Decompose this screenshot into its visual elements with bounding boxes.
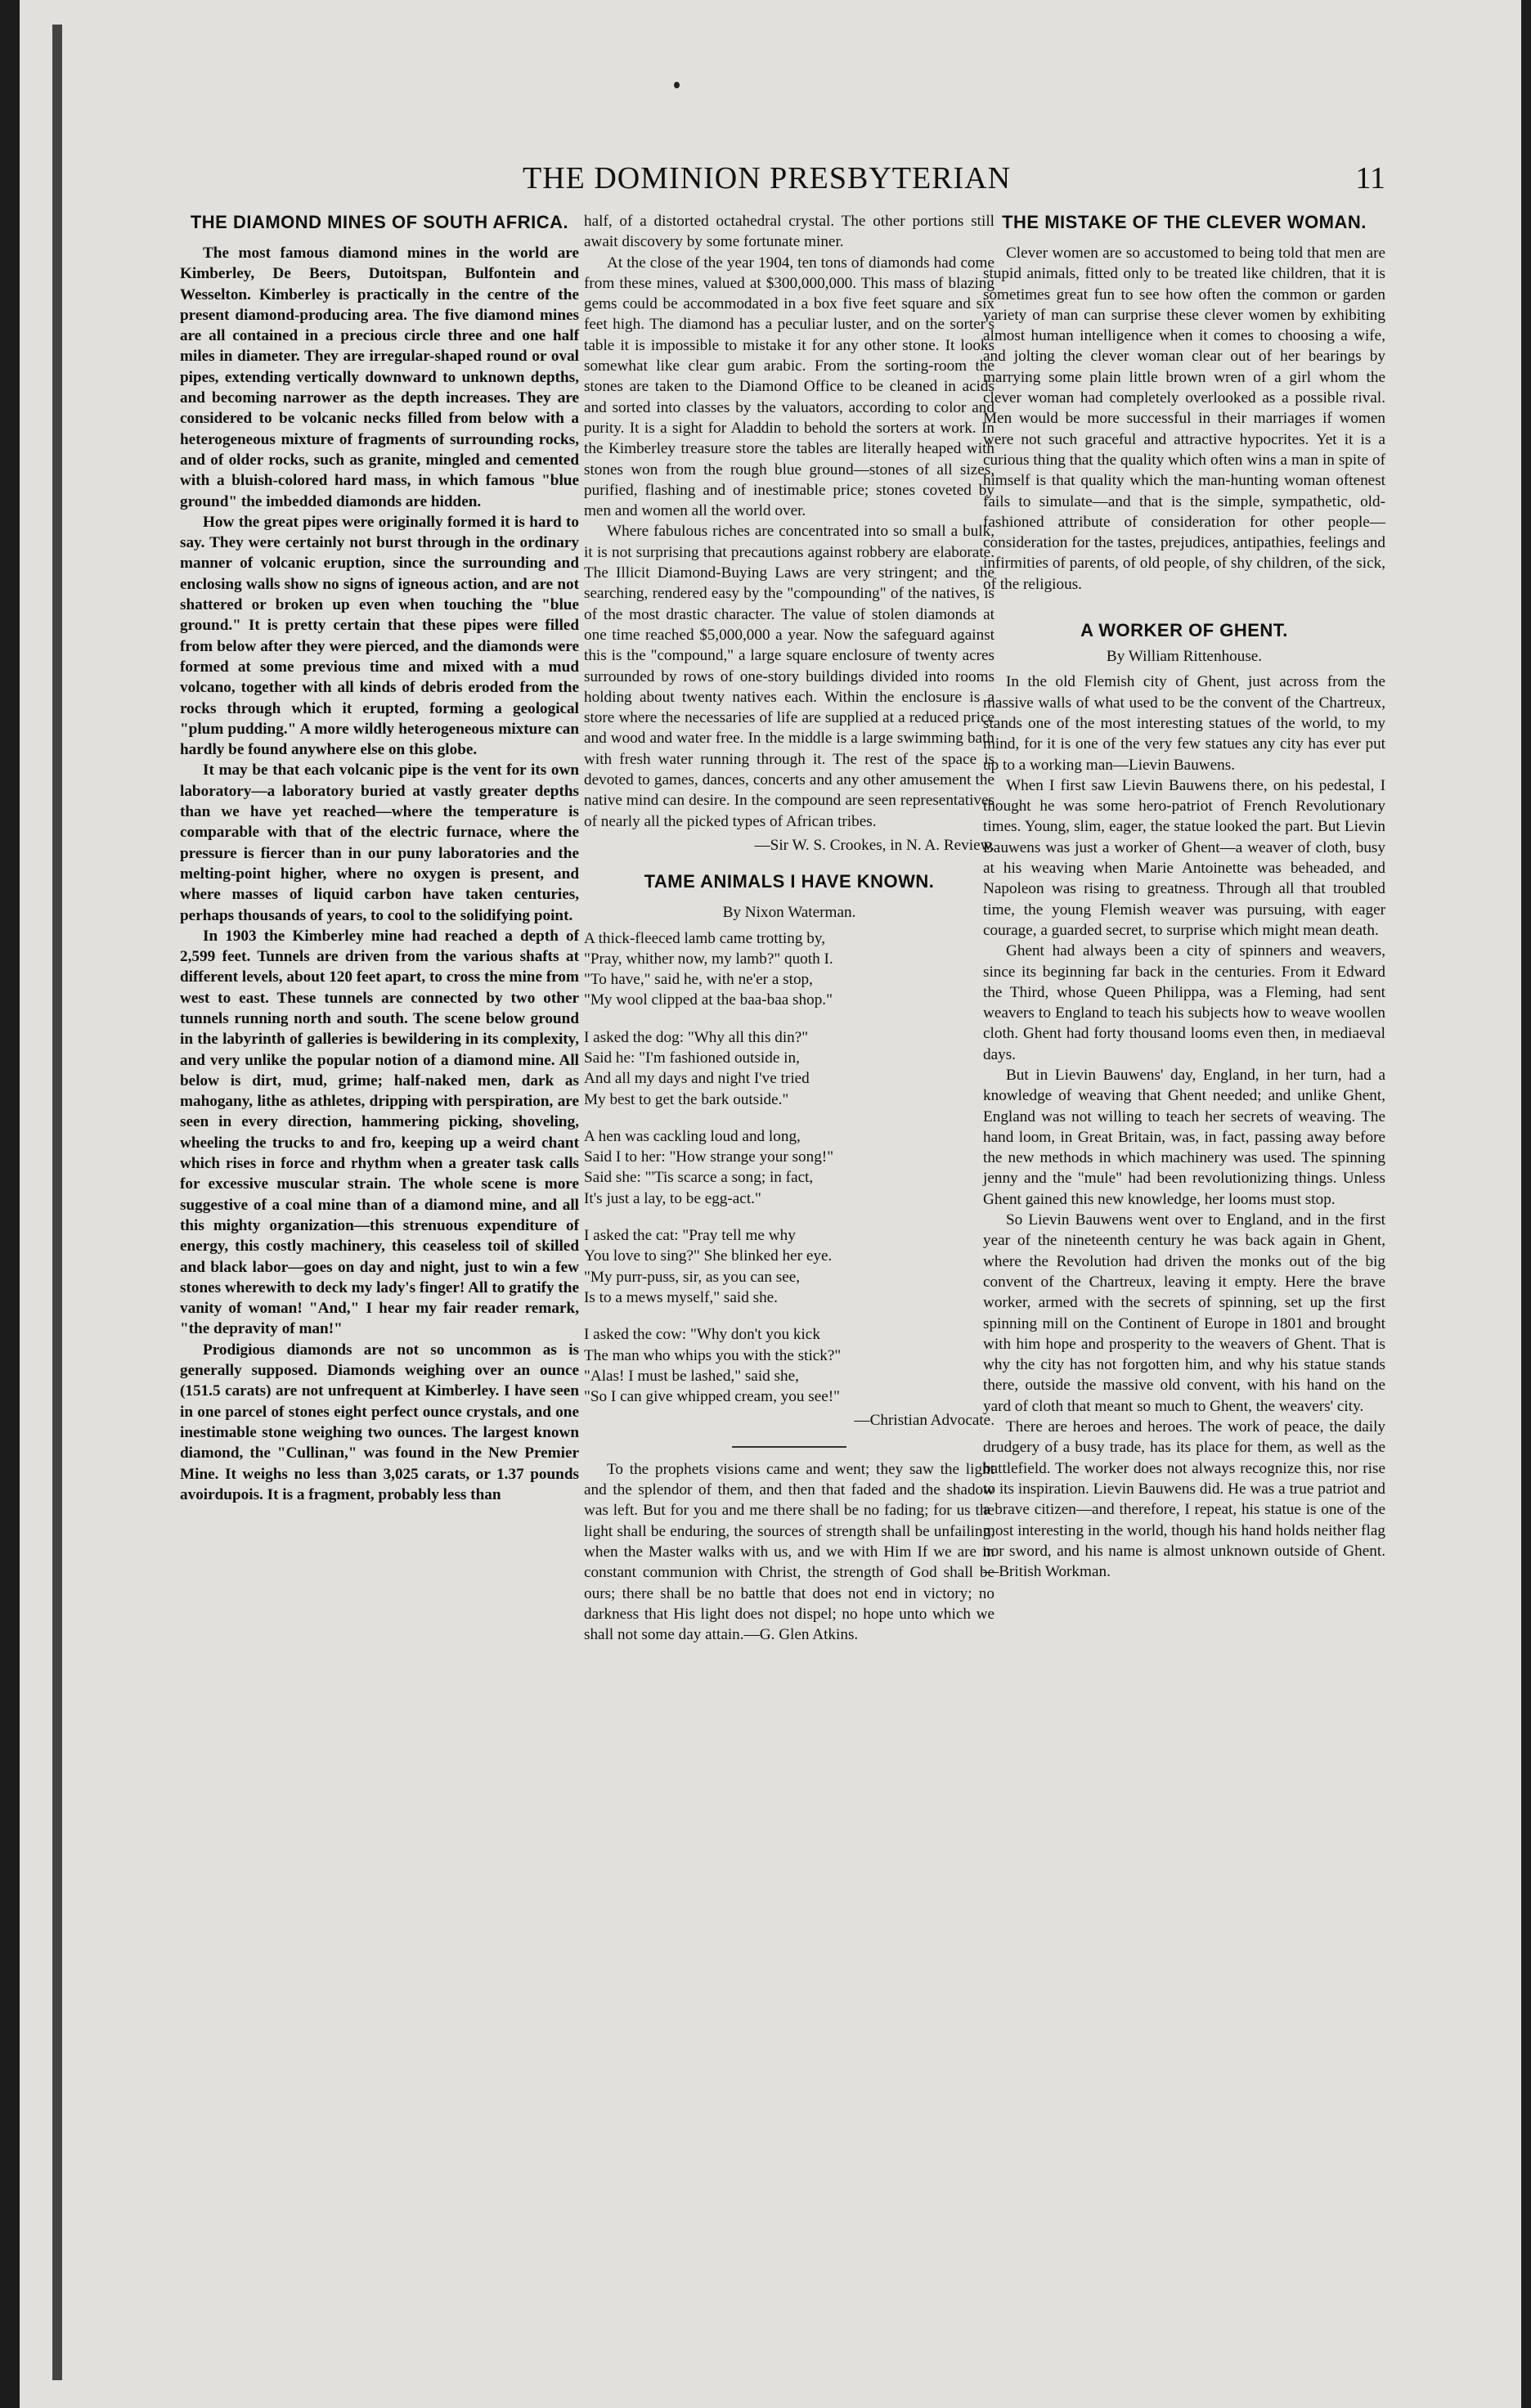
page-number: 11 bbox=[1355, 161, 1385, 195]
article-heading-diamond-mines: THE DIAMOND MINES OF SOUTH AFRICA. bbox=[190, 212, 569, 232]
poem-line: A thick-fleeced lamb came trotting by, bbox=[584, 929, 825, 947]
poem-line: "Alas! I must be lashed," said she, bbox=[584, 1367, 799, 1385]
column-1 bbox=[180, 211, 579, 1505]
poem-heading: TAME ANIMALS I HAVE KNOWN. bbox=[644, 871, 935, 892]
page-binding-edge bbox=[52, 25, 62, 2380]
paragraph: At the close of the year 1904, ten tons of diamonds had come from these mines, valued at $300,000,000. This mass of blazing gems could be accommodated in a box five feet square and six feet high. The diamond has a peculiar luster, and on the sorter's table it is impossible to mistake it for any other stone. It looks somewhat like clear gum arabic. From the sorting-room the stones are taken to the Diamond Office to be cleaned in acids and sorted into classes by the valuators, according to color and purity. It is a sight for Aladdin to behold the sorters at work. In the Kimberley treasure store the tables are literally heaped with stones won from the rough blue ground—stones of all sizes, purified, flashing and of inestimable price; stones coveted by men and women all the world over. bbox=[584, 254, 994, 520]
poem-stanza bbox=[584, 1324, 994, 1407]
poem-line: My best to get the bark outside." bbox=[584, 1090, 789, 1108]
poem-byline: By Nixon Waterman. bbox=[722, 904, 856, 922]
poem-stanza bbox=[584, 1225, 994, 1308]
paragraph: The most famous diamond mines in the world are Kimberley, De Beers, Dutoitspan, Bulfontein and Wesselton. Kimberley is practically in the centre of the present diamond-producing area. The five diamond mines are all contained in a precious circle three and one half miles in diameter. They are irregular-shaped round or oval pipes, extending vertically downward to unknown depths, and becoming narrower as the depth increases. They are considered to be volcanic necks filled from below with a heterogeneous mixture of fragments of surrounding rocks, and of older rocks, such as granite, mingled and cemented with a bluish-colored hard mass, in which famous "blue ground" the imbedded diamonds are hidden. bbox=[180, 245, 579, 510]
paragraph: In 1903 the Kimberley mine had reached a depth of 2,599 feet. Tunnels are driven from the various shafts at different levels, about 120 feet apart, to cross the mine from west to east. These tunnels are connected by two other tunnels running north and south. The scene below ground in the labyrinth of galleries is bewildering in its complexity, and very unlike the popular notion of a diamond mine. All below is dirt, mud, grime; half-naked men, dark as mahogany, lithe as athletes, dripping with perspiration, are seen in every direction, hammering picking, shoveling, wheeling the trucks to and fro, keeping up a weird chant which rises in force and rhythm when a greater task calls for excessive muscular strain. The whole scene is more suggestive of a coal mine than of a diamond mine, and all this mighty organization—this strenuous expenditure of energy, this costly machinery, this ceaseless toil of skilled and black labor—goes on day and night, just to win a few stones wherewith to deck my lady's finger! All to gratify the vanity of woman! "And," I hear my fair reader remark, "the depravity of man!" bbox=[180, 927, 579, 1338]
poem-line: The man who whips you with the stick?" bbox=[584, 1346, 842, 1364]
poem-line: "My wool clipped at the baa-baa shop." bbox=[584, 991, 833, 1009]
article-heading-clever-woman: THE MISTAKE OF THE CLEVER WOMAN. bbox=[1002, 212, 1367, 232]
paragraph: Prodigious diamonds are not so uncommon as is generally supposed. Diamonds weighing over an ounce (151.5 carats) are not unfrequent at Kimberley. I have seen in one parcel of stones eight perfect ounce crystals, and one inestimable stone weighing two ounces. The largest known diamond, the "Cullinan," was found in the New Premier Mine. It weighs no less than 3,025 carats, or 1.37 pounds avoirdupois. It is a fragment, probably less than bbox=[180, 1341, 579, 1503]
paragraph: Ghent had always been a city of spinners and weavers, since its beginning far back in the centuries. From it Edward the Third, whose Queen Philippa, was a Fleming, had sent weavers to England to teach his subjects how to weave woollen cloth. Ghent had forty thousand looms even then, in mediaeval days. bbox=[983, 942, 1385, 1063]
poem-stanza bbox=[584, 1126, 994, 1209]
article-byline: By William Rittenhouse. bbox=[1106, 648, 1263, 666]
masthead bbox=[175, 160, 1385, 206]
paragraph: In the old Flemish city of Ghent, just across from the massive walls of what used to be the convent of the Chartreux, stands one of the most interesting statues of the world, to my mind, for it is one of the very few statues any city has ever put up to a working man—Lievin Bauwens. bbox=[983, 673, 1385, 774]
article-heading-worker-of-ghent: A WORKER OF GHENT. bbox=[1080, 620, 1288, 641]
paragraph: But in Lievin Bauwens' day, England, in her turn, had a knowledge of weaving that Ghent needed; and unlike Ghent, England was not willing to teach her secrets of weaving. The hand loom, in Great Britain, was, in fact, passing away before the new methods in which machinery was used. The spinning jenny and the "mule" had been revolutionizing things. Unless Ghent gained this new knowledge, her looms must stop. bbox=[983, 1066, 1385, 1208]
section-divider bbox=[732, 1446, 846, 1448]
continued-paragraph: half, of a distorted octahedral crystal. The other portions still await discovery by some fortunate miner. bbox=[584, 213, 994, 251]
poem-attribution: —Christian Advocate. bbox=[854, 1412, 994, 1430]
poem-line: I asked the cat: "Pray tell me why bbox=[584, 1227, 796, 1245]
poem-line: A hen was cackling loud and long, bbox=[584, 1127, 801, 1145]
poem-line: Said I to her: "How strange your song!" bbox=[584, 1148, 834, 1166]
poem-line: It's just a lay, to be egg-act." bbox=[584, 1189, 761, 1207]
poem-line: Is to a mews myself," said she. bbox=[584, 1288, 778, 1306]
paragraph: How the great pipes were originally formed it is hard to say. They were certainly not burst through in the ordinary manner of volcanic eruption, since the surrounding and enclosing walls show no signs of igneous action, and are not shattered or broken up even when touching the "blue ground." It is pretty certain that these pipes were filled from below after they were pierced, and the diamonds were formed at some previous time and mixed with a mud volcano, together with all kinds of debris eroded from the rocks through which it erupted, forming a geological "plum pudding." A more wildly heterogeneous mixture can hardly be found anywhere else on this globe. bbox=[180, 513, 579, 759]
paragraph: Where fabulous riches are concentrated into so small a bulk, it is not surprising that precautions against robbery are elaborate. The Illicit Diamond-Buying Laws are very stringent; and the searching, rendered easy by the "compounding" of the natives, is of the most drastic character. The value of stolen diamonds at one time reached $5,000,000 a year. Now the safeguard against this is the "compound," a large square enclosure of twenty acres surrounded by rows of one-story buildings divided into rooms holding about twenty natives each. Within the enclosure is a store where the necessaries of life are supplied at a reduced price and wood and water free. In the middle is a large swimming bath with fresh water running through it. The rest of the space is devoted to games, dances, concerts and any other amusement the native mind can desire. In the compound are seen representatives of nearly all the picked types of African tribes. bbox=[584, 523, 994, 830]
poem-line: "My purr-puss, sir, as you can see, bbox=[584, 1268, 801, 1286]
journal-title: THE DOMINION PRESBYTERIAN bbox=[523, 161, 1012, 195]
newspaper-page bbox=[20, 0, 1521, 2408]
poem-line: "Pray, whither now, my lamb?" quoth I. bbox=[584, 950, 833, 968]
poem-line: "To have," said he, with ne'er a stop, bbox=[584, 971, 813, 989]
poem-stanza bbox=[584, 928, 994, 1011]
paragraph: So Lievin Bauwens went over to England, and in the first year of the nineteenth century he was back again in Ghent, where the Revolution had driven the monks out of the big convent of the Chartreux, leaving it empty. Here the brave worker, armed with the secrets of spinning, set up the first spinning mill on the Continent of Europe in 1801 and brought with him hope and prosperity to the weavers of Ghent. That is why the city has not forgotten him, and why his statue stands there, outside the massive old convent, with his hand on the yard of cloth that meant so much to Ghent, the weavers' city. bbox=[983, 1211, 1385, 1415]
poem-line: "So I can give whipped cream, you see!" bbox=[584, 1388, 840, 1406]
poem-line: I asked the cow: "Why don't you kick bbox=[584, 1326, 820, 1344]
column-3 bbox=[983, 211, 1385, 1582]
paragraph: When I first saw Lievin Bauwens there, on his pedestal, I thought he was some hero-patriot of French Revolutionary times. Young, slim, eager, the statue looked the part. But Lievin Bauwens was just a worker of Ghent—a weaver of cloth, busy at his weaving when Marie Antoinette was beheaded, and Napoleon was rising to greatness. Through all that troubled time, the young Flemish weaver was pursuing, with eager courage, a guarded secret, to surprise which might mean death. bbox=[983, 776, 1385, 939]
article-attribution: —Sir W. S. Crookes, in N. A. Review. bbox=[754, 836, 994, 854]
paragraph: To the prophets visions came and went; they saw the light and the splendor of them, and then that faded and the shadow was left. But for you and me there shall be no fading; for us the light shall be enduring, the sources of strength shall be unfailing, when the Master walks with us, and we with Him If we are in constant communion with Christ, the strength of God shall be ours; there shall be no battle that does not end in victory; no darkness that His light does not dispel; no hope unto which we shall not some day attain.—G. Glen Atkins. bbox=[584, 1460, 994, 1644]
paragraph: Clever women are so accustomed to being told that men are stupid animals, fitted only to be treated like children, that it is sometimes great fun to see how often the common or garden variety of man can surprise these clever women by exhibiting almost human intelligence when it comes to choosing a wife, and jolting the clever woman clear out of her bearings by marrying some plain little brown wren of a girl whom the clever woman had completely overlooked as a possible rival. Men would be more successful in their marriages if women were not such graceful and attractive hypocrites. Yet it is a curious thing that the quality which often wins a man in spite of himself is that quality which the man-hunting woman oftenest fails to simulate—and that is the simple, sympathetic, old-fashioned attribute of consideration for other people—consideration for the tastes, prejudices, antipathies, feelings and infirmities of parents, of old people, of shy children, of the sick, of the religious. bbox=[983, 245, 1385, 593]
paragraph: There are heroes and heroes. The work of peace, the daily drudgery of a busy trade, has its place for them, as well as the battlefield. The worker does not always recognize this, nor rise to its inspiration. Lievin Bauwens did. He was a true patriot and a brave citizen—and therefore, I repeat, his statue is one of the most interesting in the world, though his hand holds neither flag nor sword, and his name is almost unknown outside of Ghent.—British Workman. bbox=[983, 1418, 1385, 1581]
poem-line: And all my days and night I've tried bbox=[584, 1070, 810, 1088]
poem-stanza bbox=[584, 1027, 994, 1110]
paragraph: It may be that each volcanic pipe is the vent for its own laboratory—a laboratory buried at vastly greater depths than we have yet reached—where the temperature is comparable with that of the electric furnace, where the pressure is fiercer than in our puny laboratories and the melting-point higher, where no oxygen is present, and where masses of liquid carbon have taken centuries, perhaps thousands of years, to cool to the solidifying point. bbox=[180, 761, 579, 924]
poem-line: You love to sing?" She blinked her eye. bbox=[584, 1247, 833, 1265]
poem-line: Said he: "I'm fashioned outside in, bbox=[584, 1049, 800, 1067]
poem-line: Said she: "'Tis scarce a song; in fact, bbox=[584, 1169, 814, 1187]
column-2 bbox=[584, 211, 994, 1645]
poem-line: I asked the dog: "Why all this din?" bbox=[584, 1028, 809, 1046]
ink-speck bbox=[674, 82, 680, 88]
